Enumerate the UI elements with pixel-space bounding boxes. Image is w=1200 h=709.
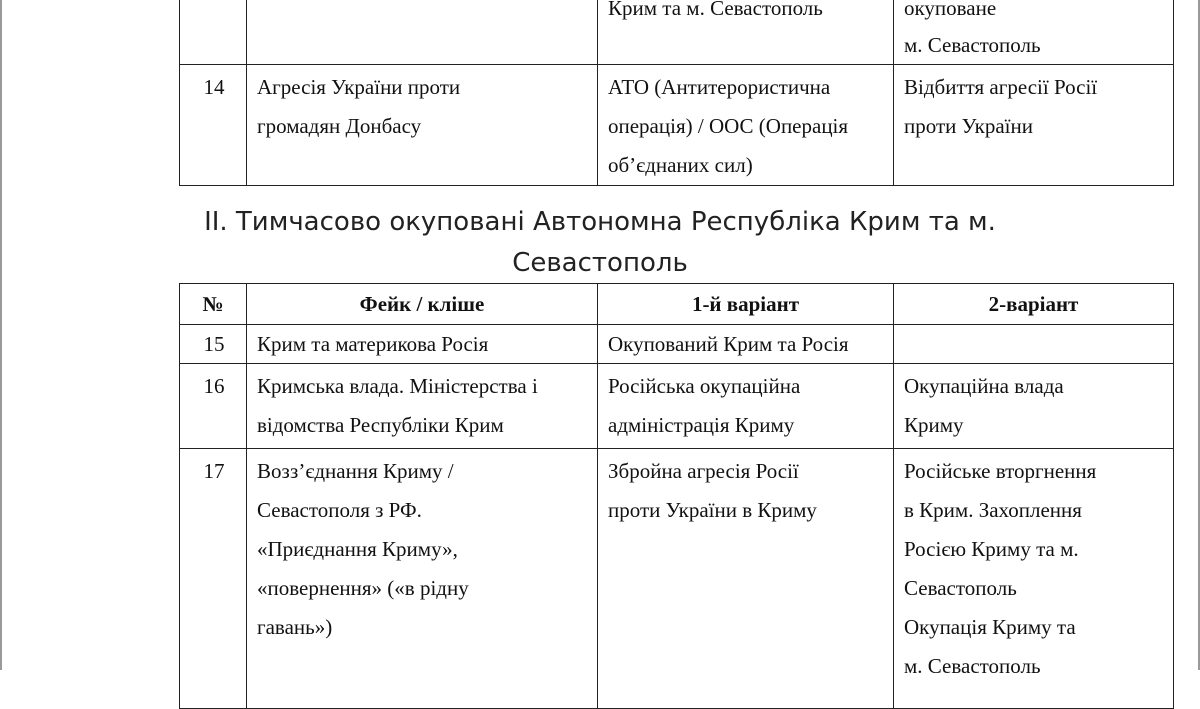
table-row xyxy=(180,0,1174,65)
variant-1-cell xyxy=(598,364,894,449)
top-table xyxy=(179,0,1174,186)
cell-line: «повернення» («в рідну xyxy=(257,576,469,600)
fake-cell xyxy=(247,65,598,186)
variant-1-cell xyxy=(598,65,894,186)
cell-line: в Крим. Захоплення xyxy=(904,498,1082,522)
cell-line: АТО (Антитерористична xyxy=(608,75,831,99)
table-row xyxy=(180,364,1174,449)
row-number: 15 xyxy=(180,325,247,364)
cell-line: Російське вторгнення xyxy=(904,459,1097,483)
variant-2-cell xyxy=(894,325,1174,364)
cell-line: окуповане xyxy=(904,0,997,20)
cell-line: Возз’єднання Криму / xyxy=(257,459,454,483)
variant-2-cell xyxy=(894,0,1174,65)
cell-line: Криму xyxy=(904,413,964,437)
variant-2-cell xyxy=(894,364,1174,449)
cell-line: Відбиття агресії Росії xyxy=(904,75,1098,99)
variant-2-cell xyxy=(894,65,1174,186)
row-number: 16 xyxy=(180,364,247,449)
fake-cell: Крим та материкова Росія xyxy=(247,325,598,364)
header-variant-1: 1-й варіант xyxy=(598,284,894,325)
cell-line: відомства Республіки Крим xyxy=(257,413,504,437)
cell-line: Росією Криму та м. xyxy=(904,537,1079,561)
cell-line: Севастополя з РФ. xyxy=(257,498,422,522)
row-number xyxy=(180,0,247,65)
cell-line: операція) / ООС (Операція xyxy=(608,114,849,138)
cell-line: адміністрація Криму xyxy=(608,413,795,437)
cell-line: м. Севастополь xyxy=(904,33,1041,57)
cell-line: Севастополь xyxy=(904,576,1017,600)
row-number: 14 xyxy=(180,65,247,186)
variant-1-cell xyxy=(598,0,894,65)
row-number: 17 xyxy=(180,449,247,709)
table-header-row xyxy=(180,284,1174,325)
cell-line: Агресія України проти xyxy=(257,75,461,99)
section-heading: ІІ. Тимчасово окуповані Автономна Республіка Крим та м. xyxy=(204,207,996,237)
cell-line: Окупаційна влада xyxy=(904,374,1064,398)
variant-1-cell: Окупований Крим та Росія xyxy=(598,325,894,364)
table-row xyxy=(180,325,1174,364)
main-table xyxy=(179,283,1174,709)
header-number: № xyxy=(180,284,247,325)
fake-cell xyxy=(247,0,598,65)
cell-line: громадян Донбасу xyxy=(257,114,422,138)
cell-line: проти України xyxy=(904,114,1033,138)
header-fake: Фейк / кліше xyxy=(247,284,598,325)
cell-line: «Приєднання Криму», xyxy=(257,537,458,561)
page-left-edge xyxy=(0,0,2,670)
cell-line: проти України в Криму xyxy=(608,498,817,522)
cell-line: Крим та м. Севастополь xyxy=(608,0,823,20)
cell-line: Збройна агресія Росії xyxy=(608,459,799,483)
table-row xyxy=(180,65,1174,186)
header-variant-2: 2-варіант xyxy=(894,284,1174,325)
cell-line: Кримська влада. Міністерства і xyxy=(257,374,538,398)
fake-cell xyxy=(247,364,598,449)
cell-line: Окупація Криму та xyxy=(904,615,1076,639)
cell-line: Російська окупаційна xyxy=(608,374,801,398)
cell-line: гавань») xyxy=(257,615,333,639)
cell-line: об’єднаних сил) xyxy=(608,153,753,177)
section-heading-continued: Севастополь xyxy=(512,248,688,278)
cell-line: м. Севастополь xyxy=(904,654,1041,678)
